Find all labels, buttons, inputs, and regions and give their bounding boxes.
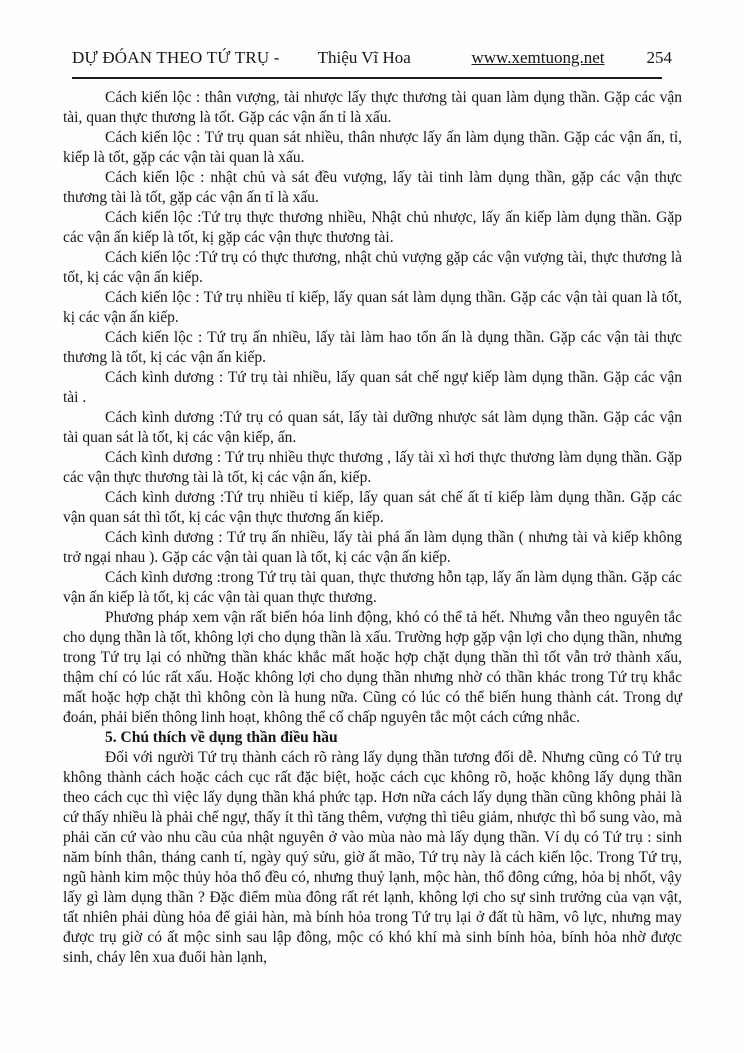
paragraph: Cách kiến lộc : Tứ trụ quan sát nhiều, thân nhược lấy ấn làm dụng thần. Gặp các vận ấn, tỉ, kiếp là tốt, gặp các vận tài quan là xấu. (63, 129, 682, 166)
paragraph: Cách kiến lộc :Tứ trụ có thực thương, nhật chủ vượng gặp các vận vượng tài, thực thương là tốt, kị các vận ấn kiếp. (63, 249, 682, 286)
paragraph: Cách kình dương : Tứ trụ ấn nhiều, lấy tài phá ấn làm dụng thần ( nhưng tài và kiếp không trở ngại nhau ). Gặp các vận tài quan là tốt, kị các vận ấn kiếp. (63, 529, 682, 566)
page-number: 254 (646, 48, 672, 67)
paragraph: Cách kình dương :Tứ trụ có quan sát, lấy tài dưỡng nhược sát làm dụng thần. Gặp các vận tài quan sát là tốt, kị các vận kiếp, ấn. (63, 409, 682, 446)
book-title: DỰ ĐÓAN THEO TỨ TRỤ - (72, 48, 280, 67)
paragraph: Cách kiến lộc :Tứ trụ thực thương nhiều, Nhật chủ nhược, lấy ấn kiếp làm dụng thần. Gặp các vận ấn kiếp là tốt, kị gặp các vận thực thương tài. (63, 209, 682, 246)
page-header (0, 0, 744, 70)
website-url: www.xemtuong.net (471, 48, 605, 67)
paragraph: Cách kình dương : Tứ trụ tài nhiều, lấy quan sát chế ngự kiếp làm dụng thần. Gặp các vận tài . (63, 369, 682, 406)
paragraph: Phương pháp xem vận rất biến hóa linh động, khó có thể tả hết. Nhưng vẫn theo nguyên tắc cho dụng thần là tốt, không lợi cho dụng thần là xấu. Trường hợp gặp vận lợi cho dụng thần, nhưng trong Tứ trụ lại có những thần khác khắc mất hoặc hợp chặt dụng thần thì tốt vẫn trở thành xấu, thậm chí có lúc rất xấu. Hoặc không lợi cho dụng thần nhưng nhờ có thần khác trong Tứ trụ khắc mất hoặc hợp chặt thì không còn là hung nữa. Cũng có lúc có thể biến hung thành cát. Trong dự đoán, phải biến thông linh hoạt, không thể cố chấp nguyên tắc một cách cứng nhắc. (63, 609, 682, 726)
paragraph: Đối với người Tứ trụ thành cách rõ ràng lấy dụng thần tương đối dễ. Nhưng cũng có Tứ trụ không thành cách hoặc cách cục rất đặc biệt, hoặc cách cục không rõ, hoặc không lấy dụng thần theo cách cục thì việc lấy dụng thần khá phức tạp. Hơn nữa cách lấy dụng thần cũng không phải là cứ thấy nhiều là phải chế ngự, thấy ít thì tăng thêm, vượng thì tiêu giảm, nhược thì bổ sung vào, mà phải căn cứ vào nhu cầu của nhật nguyên ở vào mùa nào mà lấy dụng thần. Ví dụ có Tứ trụ : sinh năm bính thân, tháng canh tí, ngày quý sửu, giờ ất mão, Tứ trụ này là cách kiến lộc. Trong Tứ trụ, ngũ hành kim mộc thủy hỏa thổ đều có, nhưng thuỷ lạnh, mộc hàn, thổ đông cứng, hỏa bị nhốt, vậy lấy gì làm dụng thần ? Đặc điểm mùa đông rất rét lạnh, không lợi cho sự sinh trưởng của vạn vật, tất nhiên phải dùng hỏa để giải hàn, mà bính hỏa trong Tứ trụ lại ở đất tù hãm, vô lực, nhưng may được trụ giờ có ất mộc sinh sau lập đông, mộc có khó khí mà sinh bính hỏa, bính hỏa nhờ được sinh, cháy lên xua đuổi hàn lạnh, (63, 749, 682, 966)
page-body (0, 79, 744, 968)
paragraph: Cách kình dương :trong Tứ trụ tài quan, thực thương hỗn tạp, lấy ấn làm dụng thần. Gặp các vận ấn kiếp là tốt, kị các vận tài quan thực thương. (63, 569, 682, 606)
author-name: Thiệu Vĩ Hoa (317, 48, 411, 67)
paragraph: Cách kiến lộc : thân vượng, tài nhược lấy thực thương tài quan làm dụng thần. Gặp các vận tài, quan thực thương là tốt. Gặp các vận ấn tỉ là xấu. (63, 89, 682, 126)
paragraph: Cách kình dương :Tứ trụ nhiều tỉ kiếp, lấy quan sát chế ất tỉ kiếp làm dụng thần. Gặp các vận quan sát thì tốt, kị các vận thực thương ấn kiếp. (63, 489, 682, 526)
paragraph: Cách kiến lộc : Tứ trụ nhiều tỉ kiếp, lấy quan sát làm dụng thần. Gặp các vận tài quan là tốt, kị các vận ấn kiếp. (63, 289, 682, 326)
paragraph: Cách kình dương : Tứ trụ nhiều thực thương , lấy tài xì hơi thực thương làm dụng thần. Gặp các vận thực thương tài là tốt, kị các vận ấn, kiếp. (63, 449, 682, 486)
paragraph: Cách kiến lộc : Tứ trụ ấn nhiều, lấy tài làm hao tổn ấn là dụng thần. Gặp các vận tài thực thương là tốt, kị các vận ấn kiếp. (63, 329, 682, 366)
paragraph: Cách kiến lộc : nhật chủ và sát đều vượng, lấy tài tinh làm dụng thần, gặp các vận thực thương tài là tốt, gặp các vận ấn tỉ là xấu. (63, 169, 682, 206)
section-heading: 5. Chú thích về dụng thần điều hầu (105, 729, 338, 746)
